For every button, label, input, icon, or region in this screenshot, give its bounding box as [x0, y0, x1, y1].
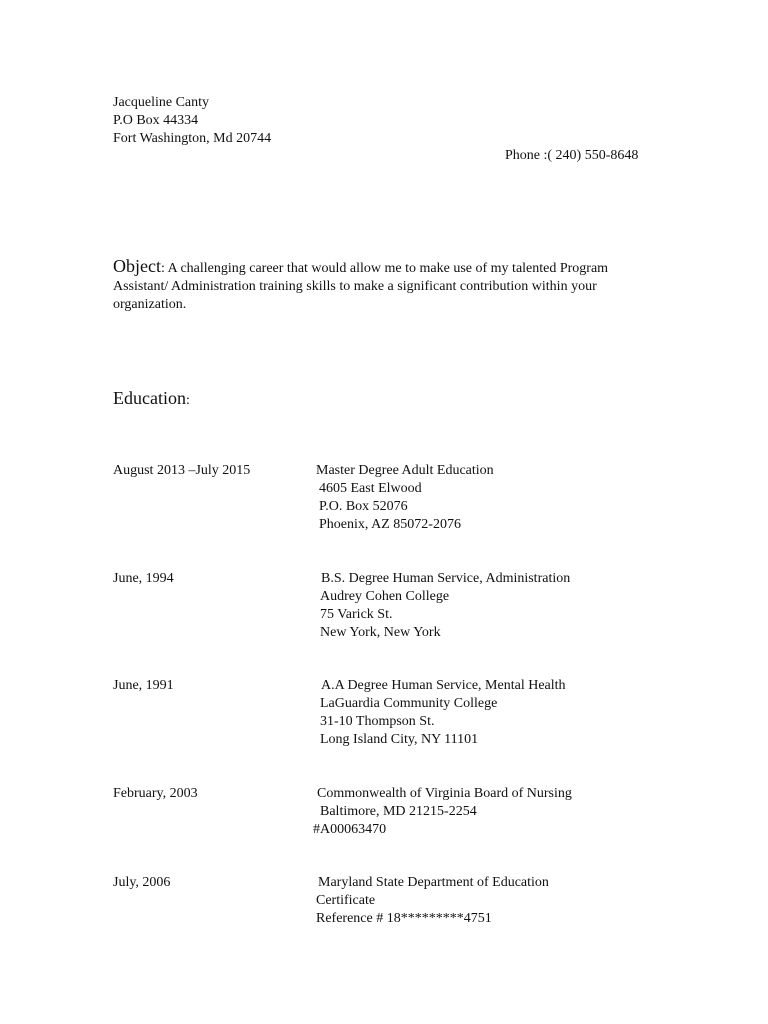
education-entry-line: Reference # 18*********4751 — [316, 911, 492, 926]
applicant-name: Jacqueline Canty — [113, 95, 210, 110]
education-entry-date: February, 2003 — [113, 786, 198, 801]
education-entry-line: 31-10 Thompson St. — [320, 714, 435, 729]
objective-label: Object — [113, 256, 161, 276]
education-entry-line: 4605 East Elwood — [319, 481, 422, 496]
education-entry-line: LaGuardia Community College — [320, 696, 498, 711]
education-entry-date: July, 2006 — [113, 875, 171, 890]
education-entry-line: Audrey Cohen College — [320, 589, 450, 604]
objective-section — [113, 257, 653, 314]
education-entry-details — [321, 570, 570, 642]
contact-block — [113, 94, 271, 148]
education-entry-details — [313, 785, 572, 839]
education-entry-line: A.A Degree Human Service, Mental Health — [321, 678, 566, 693]
education-entry-line: New York, New York — [320, 625, 441, 640]
objective-text: : A challenging career that would allow me to make use of my talented Program Assistant/ Administration training skills to make a significant contribution within your organization. — [113, 261, 609, 312]
education-heading-text: Education — [113, 388, 186, 408]
education-entry-date: August 2013 –July 2015 — [113, 463, 251, 478]
education-entry-line: 75 Varick St. — [320, 607, 393, 622]
education-heading — [113, 387, 190, 412]
education-entry-line: Commonwealth of Virginia Board of Nursing — [317, 786, 572, 801]
education-entry-line: Maryland State Department of Education — [318, 875, 549, 890]
education-entry-date: June, 1991 — [113, 678, 174, 693]
education-entry-details — [316, 462, 494, 534]
phone-number: Phone :( 240) 550-8648 — [505, 148, 639, 163]
address-line-1: P.O Box 44334 — [113, 113, 199, 128]
education-heading-colon: : — [185, 393, 190, 408]
education-entry-line: P.O. Box 52076 — [319, 499, 408, 514]
education-entry-line: B.S. Degree Human Service, Administration — [321, 571, 571, 586]
education-entry-line: Long Island City, NY 11101 — [320, 732, 479, 747]
education-entry-line: #A00063470 — [313, 822, 387, 837]
education-entry-details — [321, 677, 566, 749]
education-entry-date: June, 1994 — [113, 571, 174, 586]
education-entry-line: Master Degree Adult Education — [316, 463, 494, 478]
education-entry-line: Phoenix, AZ 85072-2076 — [319, 517, 461, 532]
education-entry-details — [318, 874, 549, 928]
education-entry-line: Certificate — [316, 893, 376, 908]
education-entry-line: Baltimore, MD 21215-2254 — [320, 804, 477, 819]
address-line-2: Fort Washington, Md 20744 — [113, 131, 272, 146]
